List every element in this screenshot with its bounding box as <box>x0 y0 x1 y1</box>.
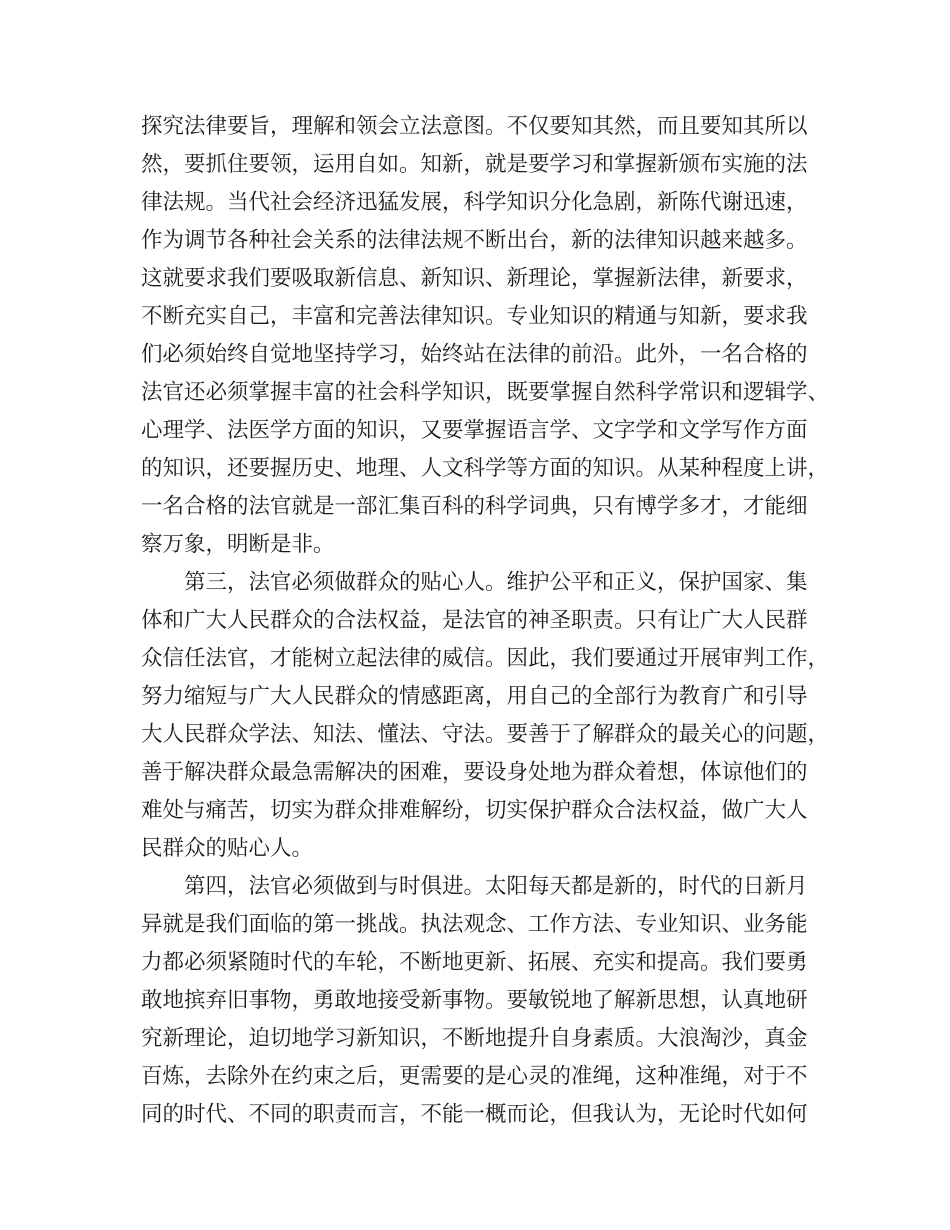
text-line: 究新理论，迫切地学习新知识，不断地提升自身素质。大浪淘沙，真金 <box>141 1026 808 1051</box>
text-line: 力都必须紧随时代的车轮，不断地更新、拓展、充实和提高。我们要勇 <box>141 950 808 975</box>
text-line: 不断充实自己，丰富和完善法律知识。专业知识的精通与知新，要求我 <box>141 304 808 329</box>
document-body-text <box>141 108 830 1134</box>
text-line: 异就是我们面临的第一挑战。执法观念、工作方法、专业知识、业务能 <box>141 912 808 937</box>
text-line: 努力缩短与广大人民群众的情感距离，用自己的全部行为教育广和引导 <box>141 684 808 709</box>
text-line: 大人民群众学法、知法、懂法、守法。要善于了解群众的最关心的问题， <box>141 722 830 747</box>
text-line: 体和广大人民群众的合法权益，是法官的神圣职责。只有让广大人民群 <box>141 608 808 633</box>
text-line: 察万象，明断是非。 <box>141 532 335 557</box>
text-line: 难处与痛苦，切实为群众排难解纷，切实保护群众合法权益，做广大人 <box>141 798 808 823</box>
text-line: 众信任法官，才能树立起法律的威信。因此，我们要通过开展审判工作， <box>141 646 830 671</box>
paragraph-start-line: 第三，法官必须做群众的贴心人。维护公平和正义，保护国家、集 <box>184 570 808 595</box>
text-line: 律法规。当代社会经济迅猛发展，科学知识分化急剧，新陈代谢迅速， <box>141 190 808 215</box>
text-line: 民群众的贴心人。 <box>141 836 314 861</box>
text-line: 法官还必须掌握丰富的社会科学知识，既要掌握自然科学常识和逻辑学、 <box>141 380 830 405</box>
text-line: 们必须始终自觉地坚持学习，始终站在法律的前沿。此外，一名合格的 <box>141 342 808 367</box>
text-line: 然，要抓住要领，运用自如。知新，就是要学习和掌握新颁布实施的法 <box>141 152 808 177</box>
text-line: 心理学、法医学方面的知识，又要掌握语言学、文字学和文学写作方面 <box>141 418 808 443</box>
text-line: 同的时代、不同的职责而言，不能一概而论，但我认为，无论时代如何 <box>141 1102 808 1127</box>
text-line: 善于解决群众最急需解决的困难，要设身处地为群众着想，体谅他们的 <box>141 760 808 785</box>
text-line: 探究法律要旨，理解和领会立法意图。不仅要知其然，而且要知其所以 <box>141 114 808 139</box>
text-line: 作为调节各种社会关系的法律法规不断出台，新的法律知识越来越多。 <box>141 228 808 253</box>
text-line: 一名合格的法官就是一部汇集百科的科学词典，只有博学多才，才能细 <box>141 494 808 519</box>
text-line: 百炼，去除外在约束之后，更需要的是心灵的准绳，这种准绳，对于不 <box>141 1064 808 1089</box>
text-line: 这就要求我们要吸取新信息、新知识、新理论，掌握新法律，新要求， <box>141 266 808 291</box>
text-line: 敢地摈弃旧事物，勇敢地接受新事物。要敏锐地了解新思想，认真地研 <box>141 988 808 1013</box>
paragraph-start-line: 第四，法官必须做到与时俱进。太阳每天都是新的，时代的日新月 <box>184 874 808 899</box>
text-line: 的知识，还要握历史、地理、人文科学等方面的知识。从某种程度上讲， <box>141 456 830 481</box>
